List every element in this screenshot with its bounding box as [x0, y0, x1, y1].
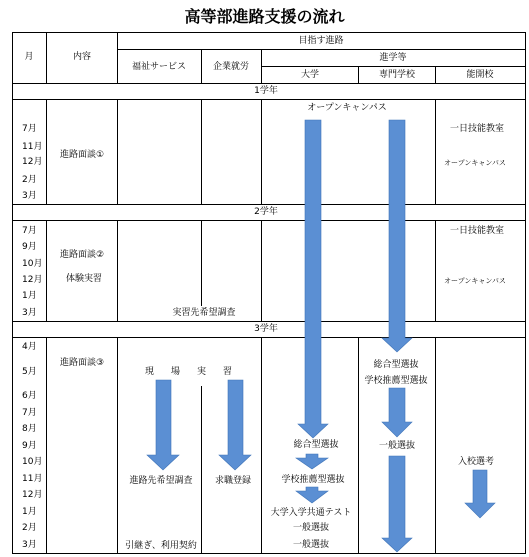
university-short-arrow-2	[296, 487, 328, 503]
y3-univ-common-test: 大学入学共通テスト	[270, 508, 352, 518]
page-title: 高等部進路支援の流れ	[184, 7, 345, 26]
vocational-long-arrow	[382, 120, 412, 352]
month-label: 10月	[22, 259, 43, 269]
month-label: 10月	[22, 457, 43, 467]
month-label: 4月	[22, 342, 37, 352]
month-label: 8月	[22, 424, 37, 434]
month-label: 2月	[22, 175, 37, 185]
university-short-arrow-1	[296, 454, 328, 469]
month-label: 3月	[22, 308, 37, 318]
vocational-short-arrow	[382, 388, 412, 437]
y3-univ-comprehensive: 総合型選抜	[293, 440, 339, 450]
y1-poly-skill-class: 一日技能教室	[449, 124, 505, 134]
y3-voc-school-recommendation: 学校推薦型選抜	[364, 376, 428, 386]
month-label: 1月	[22, 291, 37, 301]
month-label: 3月	[22, 191, 37, 201]
month-label: 7月	[22, 124, 37, 134]
month-label: 6月	[22, 391, 37, 401]
employment-arrow	[219, 380, 251, 470]
y3-voc-general: 一般選抜	[378, 441, 416, 451]
header-university: 大学	[300, 70, 320, 80]
header-polytechnic: 能開校	[466, 70, 494, 80]
y3-interview: 進路面談③	[60, 358, 105, 368]
header-content: 内容	[72, 52, 92, 62]
month-label: 11月	[22, 142, 43, 152]
y3-onsite-training: 現場実習	[145, 367, 250, 377]
month-label: 3月	[22, 540, 37, 550]
y3-poly-entrance-exam: 入校選考	[457, 457, 495, 467]
y1-open-campus: オープンキャンパス	[307, 103, 387, 113]
y3-handover-contract: 引継ぎ、利用契約	[125, 541, 197, 551]
month-label: 7月	[22, 408, 37, 418]
month-label: 12月	[22, 157, 43, 167]
y2-experience-training: 体験実習	[66, 274, 103, 284]
year-label-1: 1学年	[254, 86, 278, 96]
vocational-bottom-arrow	[382, 456, 412, 552]
y1-interview: 進路面談①	[60, 150, 105, 160]
month-label: 9月	[22, 242, 37, 252]
header-advancement: 進学等	[379, 53, 407, 63]
month-label: 9月	[22, 441, 37, 451]
year-label-2: 2学年	[254, 207, 278, 217]
polytechnic-arrow	[465, 470, 495, 518]
y3-career-survey: 進路先希望調査	[129, 476, 193, 486]
header-target-path: 目指す進路	[298, 36, 344, 46]
y2-poly-open-campus: オープンキャンパス	[444, 277, 506, 285]
month-label: 12月	[22, 275, 43, 285]
month-label: 5月	[22, 367, 37, 377]
header-month: 月	[24, 52, 34, 62]
month-label: 11月	[22, 474, 43, 484]
header-welfare: 福祉サービス	[131, 62, 187, 72]
month-label: 1月	[22, 507, 37, 517]
month-label: 12月	[22, 490, 43, 500]
y2-internship-survey: 実習先希望調査	[172, 308, 236, 318]
y3-job-registration: 求職登録	[214, 476, 252, 486]
y3-voc-comprehensive: 総合型選抜	[373, 360, 419, 370]
y3-univ-general-1: 一般選抜	[292, 523, 330, 533]
year-label-3: 3学年	[254, 324, 278, 334]
welfare-arrow	[147, 380, 179, 470]
month-label: 7月	[22, 226, 37, 236]
header-employment: 企業就労	[212, 62, 250, 72]
month-label: 2月	[22, 523, 37, 533]
y3-univ-general-2: 一般選抜	[292, 540, 330, 550]
y1-poly-open-campus: オープンキャンパス	[444, 159, 506, 167]
university-long-arrow	[298, 120, 328, 438]
y2-interview: 進路面談②	[60, 250, 105, 260]
header-vocational-school: 専門学校	[378, 70, 416, 80]
y3-univ-school-recommendation: 学校推薦型選抜	[281, 475, 345, 485]
y2-poly-skill-class: 一日技能教室	[449, 226, 505, 236]
